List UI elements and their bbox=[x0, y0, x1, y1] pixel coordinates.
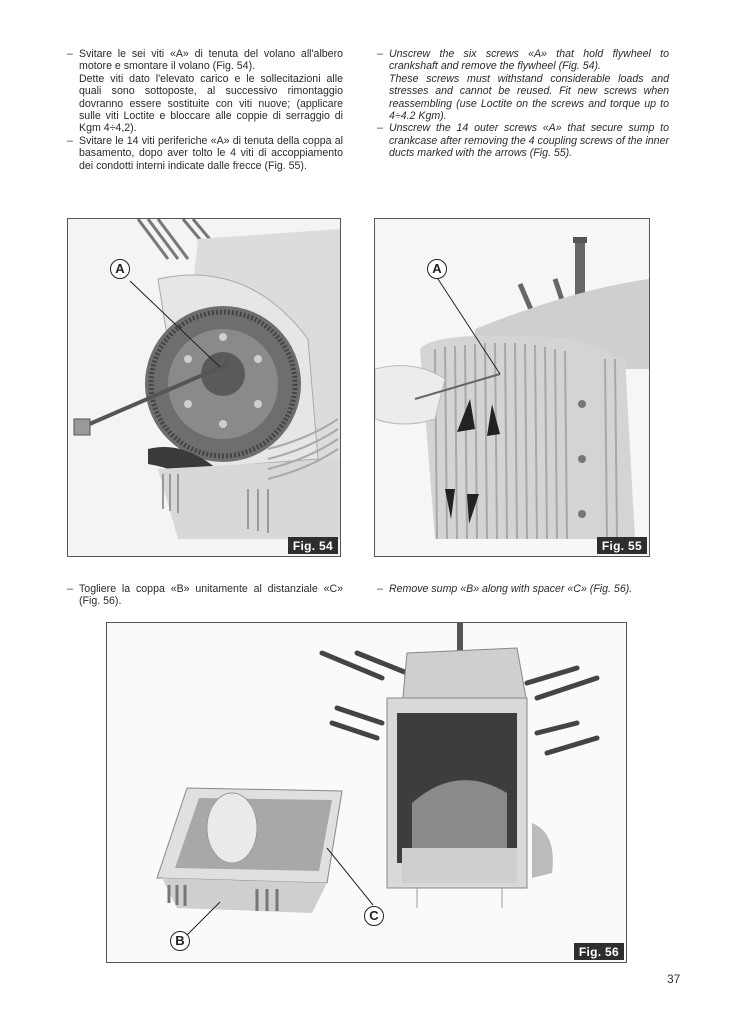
instruction-note: Dette viti dato l'elevato carico e le sollecitazioni alle quali sono sottoposte, al successivo rimontaggio dovranno essere sostituite con viti nuove; (applicare sulle viti Loctite e bloccare alle coppie di serraggio di Kgm 4÷4,2). bbox=[79, 72, 343, 135]
figure-label: Fig. 56 bbox=[574, 943, 624, 960]
callout-b: B bbox=[170, 931, 190, 951]
instruction-note: These screws must withstand considerable loads and stresses and cannot be reused. Fit new screws when reassembling (use Loctite on the screws and torque up to 4÷4.2 Kgm). bbox=[389, 72, 669, 123]
callout-c: C bbox=[364, 906, 384, 926]
flywheel-photo bbox=[68, 219, 340, 556]
instruction-step: – Unscrew the 14 outer screws «A» that secure sump to crankcase after removing the 4 coupling screws of the inner ducts marked with the arrows (Fig. 55). bbox=[377, 122, 669, 160]
figure-56-sump-removed bbox=[106, 622, 627, 963]
instruction-step: – Svitare le sei viti «A» di tenuta del volano all'albero motore e smontare il volano (Fig. 54). bbox=[67, 48, 343, 73]
italian-instructions-bottom bbox=[67, 583, 343, 608]
page-number: 37 bbox=[667, 972, 681, 986]
sump-photo bbox=[375, 219, 649, 556]
figure-54-flywheel bbox=[67, 218, 341, 557]
callout-a: A bbox=[110, 259, 130, 279]
instruction-step: – Svitare le 14 viti periferiche «A» di tenuta della coppa al basamento, dopo aver tolto le 4 viti di accoppiamento dei condotti interni indicate dalle frecce (Fig. 55). bbox=[67, 134, 343, 172]
figure-label: Fig. 55 bbox=[597, 537, 647, 554]
figure-label: Fig. 54 bbox=[288, 537, 338, 554]
instruction-step: – Remove sump «B» along with spacer «C» (Fig. 56). bbox=[377, 583, 633, 595]
instruction-step: – Togliere la coppa «B» unitamente al distanziale «C» (Fig. 56). bbox=[67, 583, 343, 608]
italian-instructions-top bbox=[67, 48, 343, 172]
english-instructions-bottom bbox=[377, 583, 669, 595]
english-instructions-top bbox=[377, 48, 669, 160]
instruction-step: – Unscrew the six screws «A» that hold flywheel to crankshaft and remove the flywheel (Fig. 54). bbox=[377, 48, 669, 73]
callout-a: A bbox=[427, 259, 447, 279]
figure-55-sump-screws bbox=[374, 218, 650, 557]
